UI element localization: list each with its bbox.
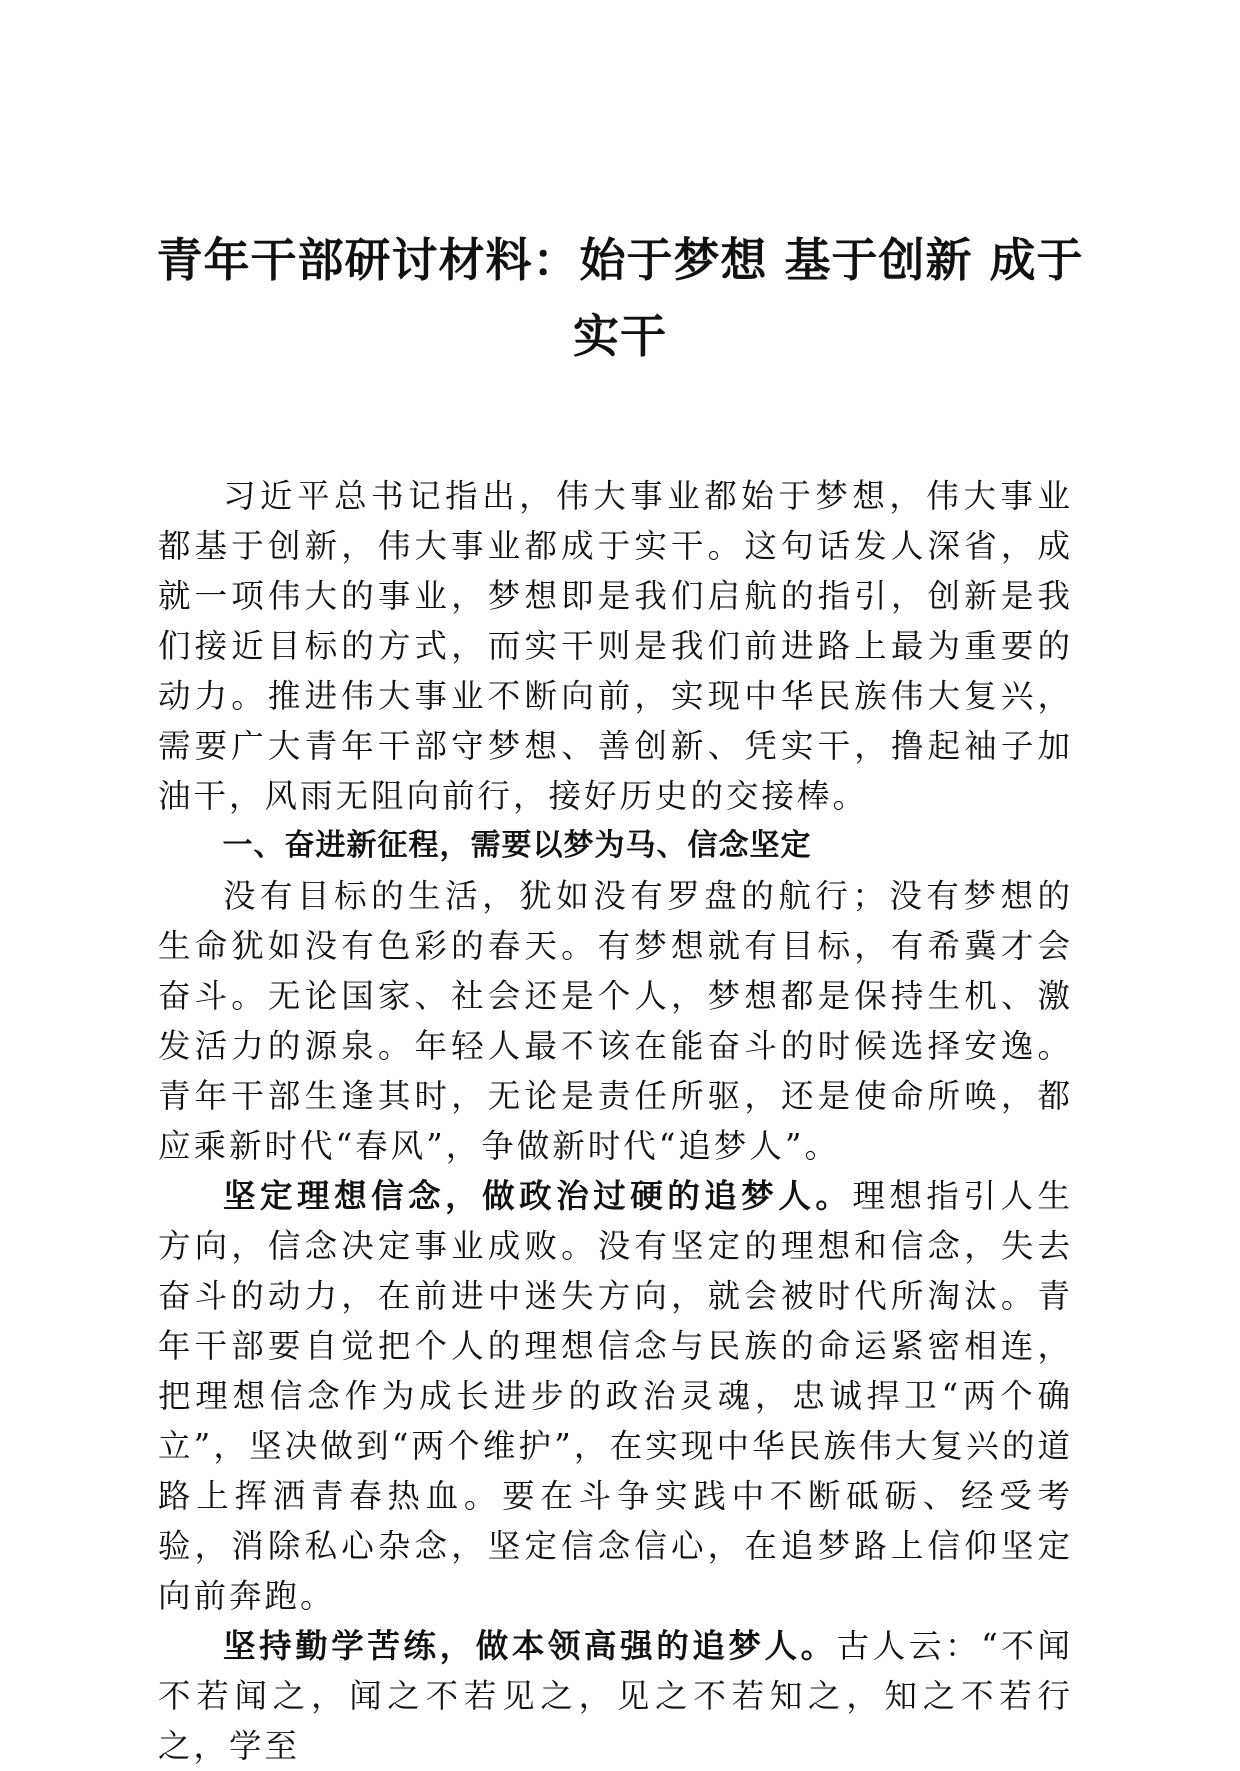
point-1-body: 理想指引人生方向，信念决定事业成败。没有坚定的理想和信念，失去奋斗的动力，在前进中迷失方向，就会被时代所淘汰。青年干部要自觉把个人的理想信念与民族的命运紧密相连，把理想信念作为成长进步的政治灵魂，忠诚捍卫“两个确立”，坚决做到“两个维护”，在实现中华民族伟大复兴的道路上挥洒青春热血。要在斗争实践中不断砥砺、经受考验，消除私心杂念，坚定信念信心，在追梦路上信仰坚定向前奔跑。 bbox=[158, 1177, 1073, 1615]
point-2-lead: 坚持勤学苦练，做本领高强的追梦人。 bbox=[223, 1626, 837, 1665]
point-2-body: 古人云：“不闻不若闻之，闻之不若见之，见之不若知之，知之不若行之，学至 bbox=[158, 1627, 1073, 1765]
title-line-1: 青年干部研讨材料：始于梦想 基于创新 成于 bbox=[156, 233, 1084, 287]
section-heading-1: 一、奋进新征程，需要以梦为马、信念坚定 bbox=[222, 828, 812, 863]
point-2-paragraph bbox=[158, 1621, 1073, 1771]
document-body bbox=[158, 471, 1073, 1771]
document-title bbox=[150, 222, 1090, 374]
point-1-lead: 坚定理想信念，做政治过硬的追梦人。 bbox=[223, 1176, 853, 1215]
section-1-paragraph: 没有目标的生活，犹如没有罗盘的航行；没有梦想的生命犹如没有色彩的春天。有梦想就有目标，有希冀才会奋斗。无论国家、社会还是个人，梦想都是保持生机、激发活力的源泉。年轻人最不该在能奋斗的时候选择安逸。青年干部生逢其时，无论是责任所驱，还是使命所唤，都应乘新时代“春风”，争做新时代“追梦人”。 bbox=[158, 877, 1073, 1165]
title-line-2: 实干 bbox=[573, 309, 667, 363]
point-1-paragraph bbox=[158, 1171, 1073, 1621]
intro-paragraph: 习近平总书记指出，伟大事业都始于梦想，伟大事业都基于创新，伟大事业都成于实干。这句话发人深省，成就一项伟大的事业，梦想即是我们启航的指引，创新是我们接近目标的方式，而实干则是我们前进路上最为重要的动力。推进伟大事业不断向前，实现中华民族伟大复兴，需要广大青年干部守梦想、善创新、凭实干，撸起袖子加油干，风雨无阻向前行，接好历史的交接棒。 bbox=[158, 477, 1073, 815]
